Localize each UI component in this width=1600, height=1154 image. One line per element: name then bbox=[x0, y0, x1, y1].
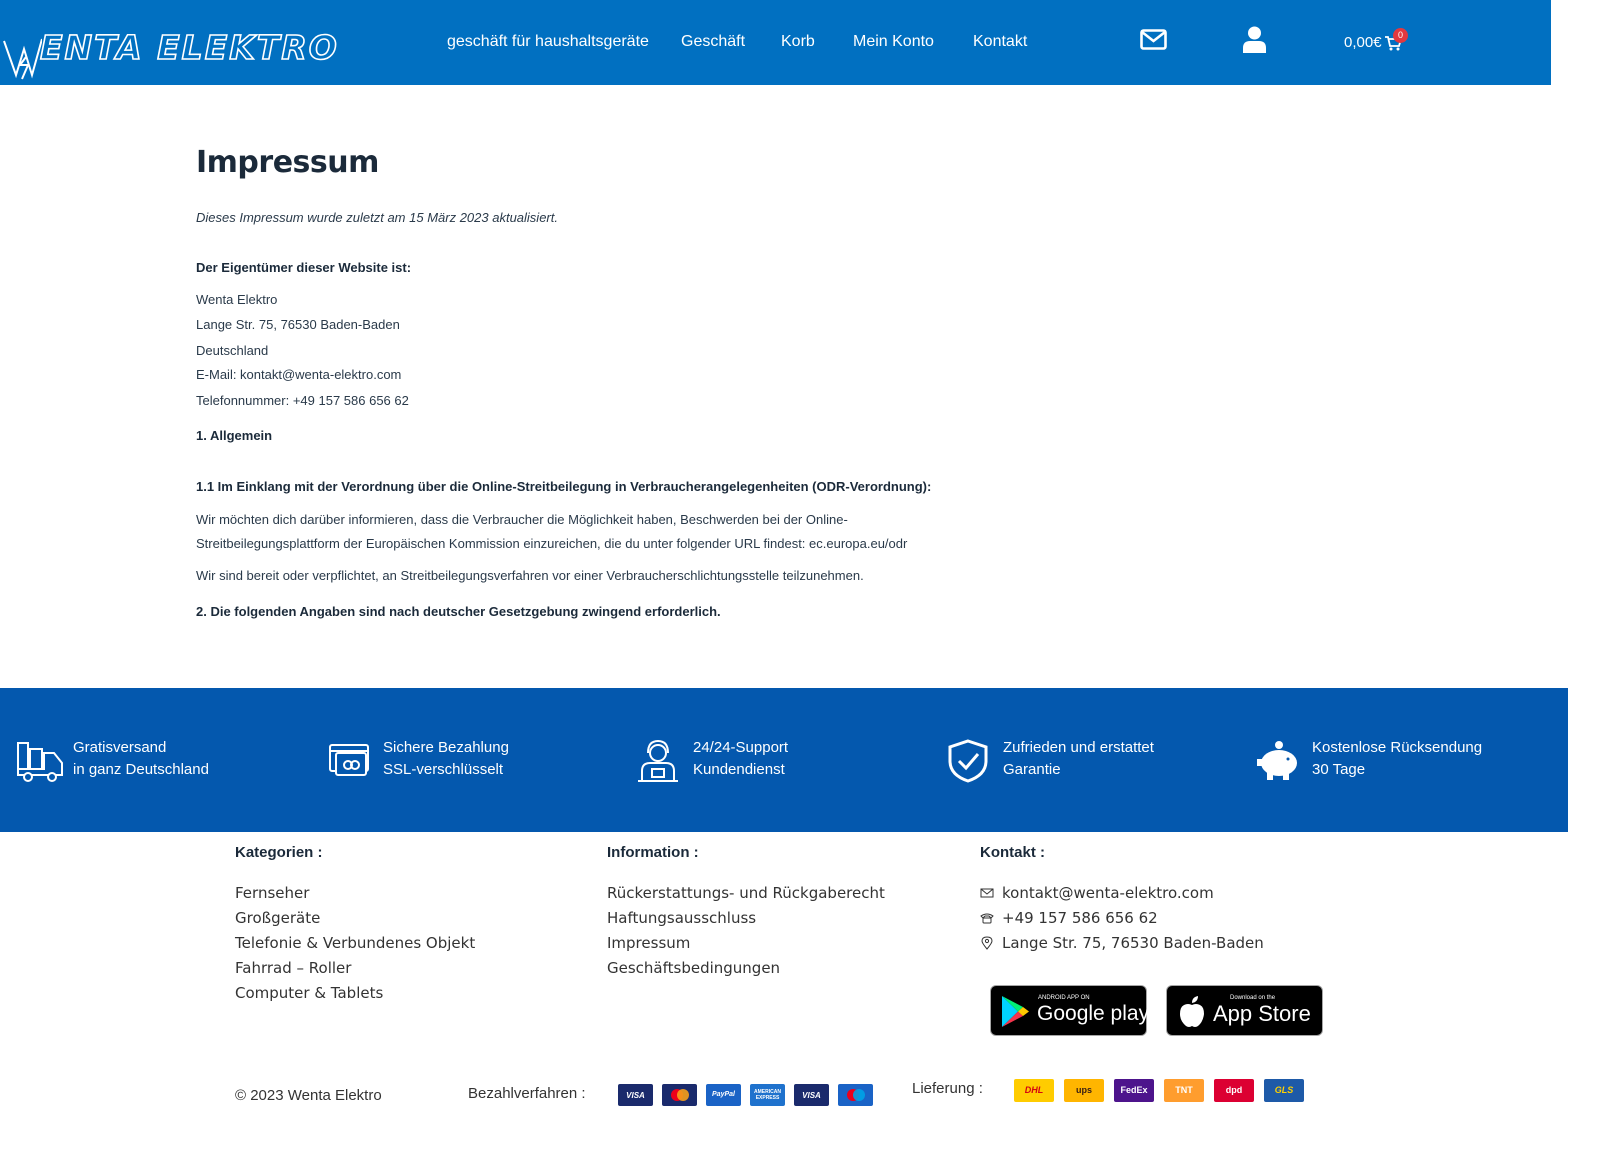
maestro-icon bbox=[838, 1084, 873, 1106]
gls-logo bbox=[1264, 1079, 1304, 1102]
footer-contact-heading: Kontakt : bbox=[980, 844, 1045, 861]
google-play-small-text: ANDROID APP ON bbox=[1038, 995, 1090, 1001]
section-odr-heading: 1.1 Im Einklang mit der Verordnung über die Online-Streitbeilegung in Verbraucherangelegenheiten (ODR-Verordnung): bbox=[196, 479, 932, 494]
google-play-icon bbox=[1000, 995, 1030, 1028]
location-pin-icon bbox=[980, 936, 994, 950]
owner-email[interactable]: E-Mail: kontakt@wenta-elektro.com bbox=[196, 367, 402, 382]
footer-link-fahrrad[interactable]: Fahrrad – Roller bbox=[235, 959, 352, 977]
section-allgemein: 1. Allgemein bbox=[196, 428, 273, 443]
feature-shipping-subtitle: in ganz Deutschland bbox=[73, 761, 209, 778]
app-store-big-text: App Store bbox=[1213, 1001, 1311, 1026]
gls-label: GLS bbox=[1274, 1085, 1294, 1095]
payment-label: Bezahlverfahren : bbox=[468, 1085, 586, 1102]
owner-country: Deutschland bbox=[196, 343, 269, 358]
feature-returns-title: Kostenlose Rücksendung bbox=[1312, 739, 1483, 756]
google-play-big-text: Google play bbox=[1037, 1002, 1150, 1025]
feature-payment-subtitle: SSL-verschlüsselt bbox=[383, 761, 504, 778]
headset-icon bbox=[636, 739, 684, 783]
feature-guarantee-subtitle: Garantie bbox=[1003, 761, 1061, 778]
footer-link-fernseher[interactable]: Fernseher bbox=[235, 884, 310, 902]
footer-link-computer[interactable]: Computer & Tablets bbox=[235, 984, 384, 1002]
app-store-small-text: Download on the bbox=[1230, 995, 1276, 1001]
page-title: Impressum bbox=[196, 145, 379, 180]
cart-count-badge: 0 bbox=[1393, 28, 1408, 43]
odr-paragraph-line1: Wir möchten dich darüber informieren, dass die Verbraucher die Möglichkeit haben, Beschwerden bei der Online- bbox=[196, 512, 848, 527]
owner-phone[interactable]: Telefonnummer: +49 157 586 656 62 bbox=[196, 393, 409, 408]
tnt-label: TNT bbox=[1175, 1085, 1193, 1095]
nav-mein-konto[interactable]: Mein Konto bbox=[853, 33, 934, 50]
footer-categories-heading: Kategorien : bbox=[235, 844, 323, 861]
visa-card-label: VISA bbox=[626, 1091, 645, 1100]
visa-electron-icon bbox=[794, 1084, 829, 1106]
nav-korb[interactable]: Korb bbox=[781, 33, 815, 50]
envelope-icon[interactable] bbox=[1140, 29, 1167, 50]
credit-card-icon bbox=[326, 739, 374, 783]
dhl-label: DHL bbox=[1024, 1085, 1044, 1095]
footer-contact-phone[interactable]: +49 157 586 656 62 bbox=[1002, 909, 1158, 927]
feature-payment-title: Sichere Bezahlung bbox=[383, 739, 509, 756]
feature-guarantee-title: Zufrieden und erstattet bbox=[1003, 739, 1154, 756]
updated-note: Dieses Impressum wurde zuletzt am 15 März 2023 aktualisiert. bbox=[196, 210, 558, 225]
feature-shipping-title: Gratisversand bbox=[73, 739, 167, 756]
nav-kontakt[interactable]: Kontakt bbox=[973, 33, 1028, 50]
google-play-badge[interactable] bbox=[990, 985, 1150, 1036]
odr-paragraph-line2: Streitbeilegungsplattform der Europäischen Kommission einzureichen, die du unter folgender URL findest: ec.europa.eu/odr bbox=[196, 536, 908, 551]
footer-contact-address: Lange Str. 75, 76530 Baden-Baden bbox=[1002, 934, 1264, 952]
paypal-icon bbox=[706, 1084, 741, 1106]
copyright: © 2023 Wenta Elektro bbox=[235, 1087, 382, 1104]
cart-total[interactable]: 0,00€ bbox=[1344, 34, 1382, 51]
feature-support-title: 24/24-Support bbox=[693, 739, 789, 756]
dpd-logo bbox=[1214, 1079, 1254, 1102]
site-logo[interactable]: ENTA ELEKTRO bbox=[40, 28, 339, 67]
fedex-logo bbox=[1114, 1079, 1154, 1102]
visa-card-icon bbox=[618, 1084, 653, 1106]
mail-icon bbox=[980, 886, 994, 900]
footer-link-telefonie[interactable]: Telefonie & Verbundenes Objekt bbox=[235, 934, 476, 952]
nav-haushaltsgeraete[interactable]: geschäft für haushaltsgeräte bbox=[447, 33, 649, 50]
fedex-label: FedEx bbox=[1120, 1085, 1148, 1095]
delivery-label: Lieferung : bbox=[912, 1080, 983, 1097]
tnt-logo bbox=[1164, 1079, 1204, 1102]
footer-link-rueckgaberecht[interactable]: Rückerstattungs- und Rückgaberecht bbox=[607, 884, 885, 902]
piggy-bank-icon bbox=[1255, 739, 1303, 783]
features-band bbox=[0, 688, 1568, 832]
footer-link-agb[interactable]: Geschäftsbedingungen bbox=[607, 959, 781, 977]
footer-link-haftungsausschluss[interactable]: Haftungsausschluss bbox=[607, 909, 757, 927]
site-header bbox=[0, 0, 1551, 85]
section-pflichtangaben: 2. Die folgenden Angaben sind nach deutscher Gesetzgebung zwingend erforderlich. bbox=[196, 604, 721, 619]
odr-paragraph-2: Wir sind bereit oder verpflichtet, an Streitbeilegungsverfahren vor einer Verbraucherschlichtungsstelle teilzunehmen. bbox=[196, 568, 864, 583]
ups-label: ups bbox=[1075, 1085, 1092, 1095]
ups-logo bbox=[1064, 1079, 1104, 1102]
paypal-label: PayPal bbox=[712, 1091, 735, 1098]
footer-information-heading: Information : bbox=[607, 844, 699, 861]
owner-name: Wenta Elektro bbox=[196, 292, 278, 307]
apple-icon bbox=[1177, 995, 1207, 1029]
nav-geschaeft[interactable]: Geschäft bbox=[681, 33, 746, 50]
owner-heading: Der Eigentümer dieser Website ist: bbox=[196, 260, 412, 275]
footer-contact-email[interactable]: kontakt@wenta-elektro.com bbox=[1002, 884, 1214, 902]
truck-icon bbox=[16, 739, 64, 783]
footer-link-impressum[interactable]: Impressum bbox=[607, 934, 691, 952]
amex-icon bbox=[750, 1084, 785, 1106]
lightning-logo-icon bbox=[2, 35, 42, 81]
mastercard-icon bbox=[662, 1084, 697, 1106]
owner-address: Lange Str. 75, 76530 Baden-Baden bbox=[196, 317, 400, 332]
feature-support-subtitle: Kundendienst bbox=[693, 761, 785, 778]
footer-link-grossgeraete[interactable]: Großgeräte bbox=[235, 909, 321, 927]
phone-icon bbox=[980, 911, 994, 925]
visa-electron-label: VISA bbox=[802, 1091, 821, 1100]
dpd-label: dpd bbox=[1225, 1085, 1243, 1095]
feature-returns-subtitle: 30 Tage bbox=[1312, 761, 1366, 778]
dhl-logo bbox=[1014, 1079, 1054, 1102]
shield-check-icon bbox=[946, 739, 994, 783]
app-store-badge[interactable] bbox=[1166, 985, 1323, 1036]
amex-label: AMERICAN EXPRESS bbox=[754, 1089, 781, 1101]
user-icon[interactable] bbox=[1243, 26, 1266, 53]
